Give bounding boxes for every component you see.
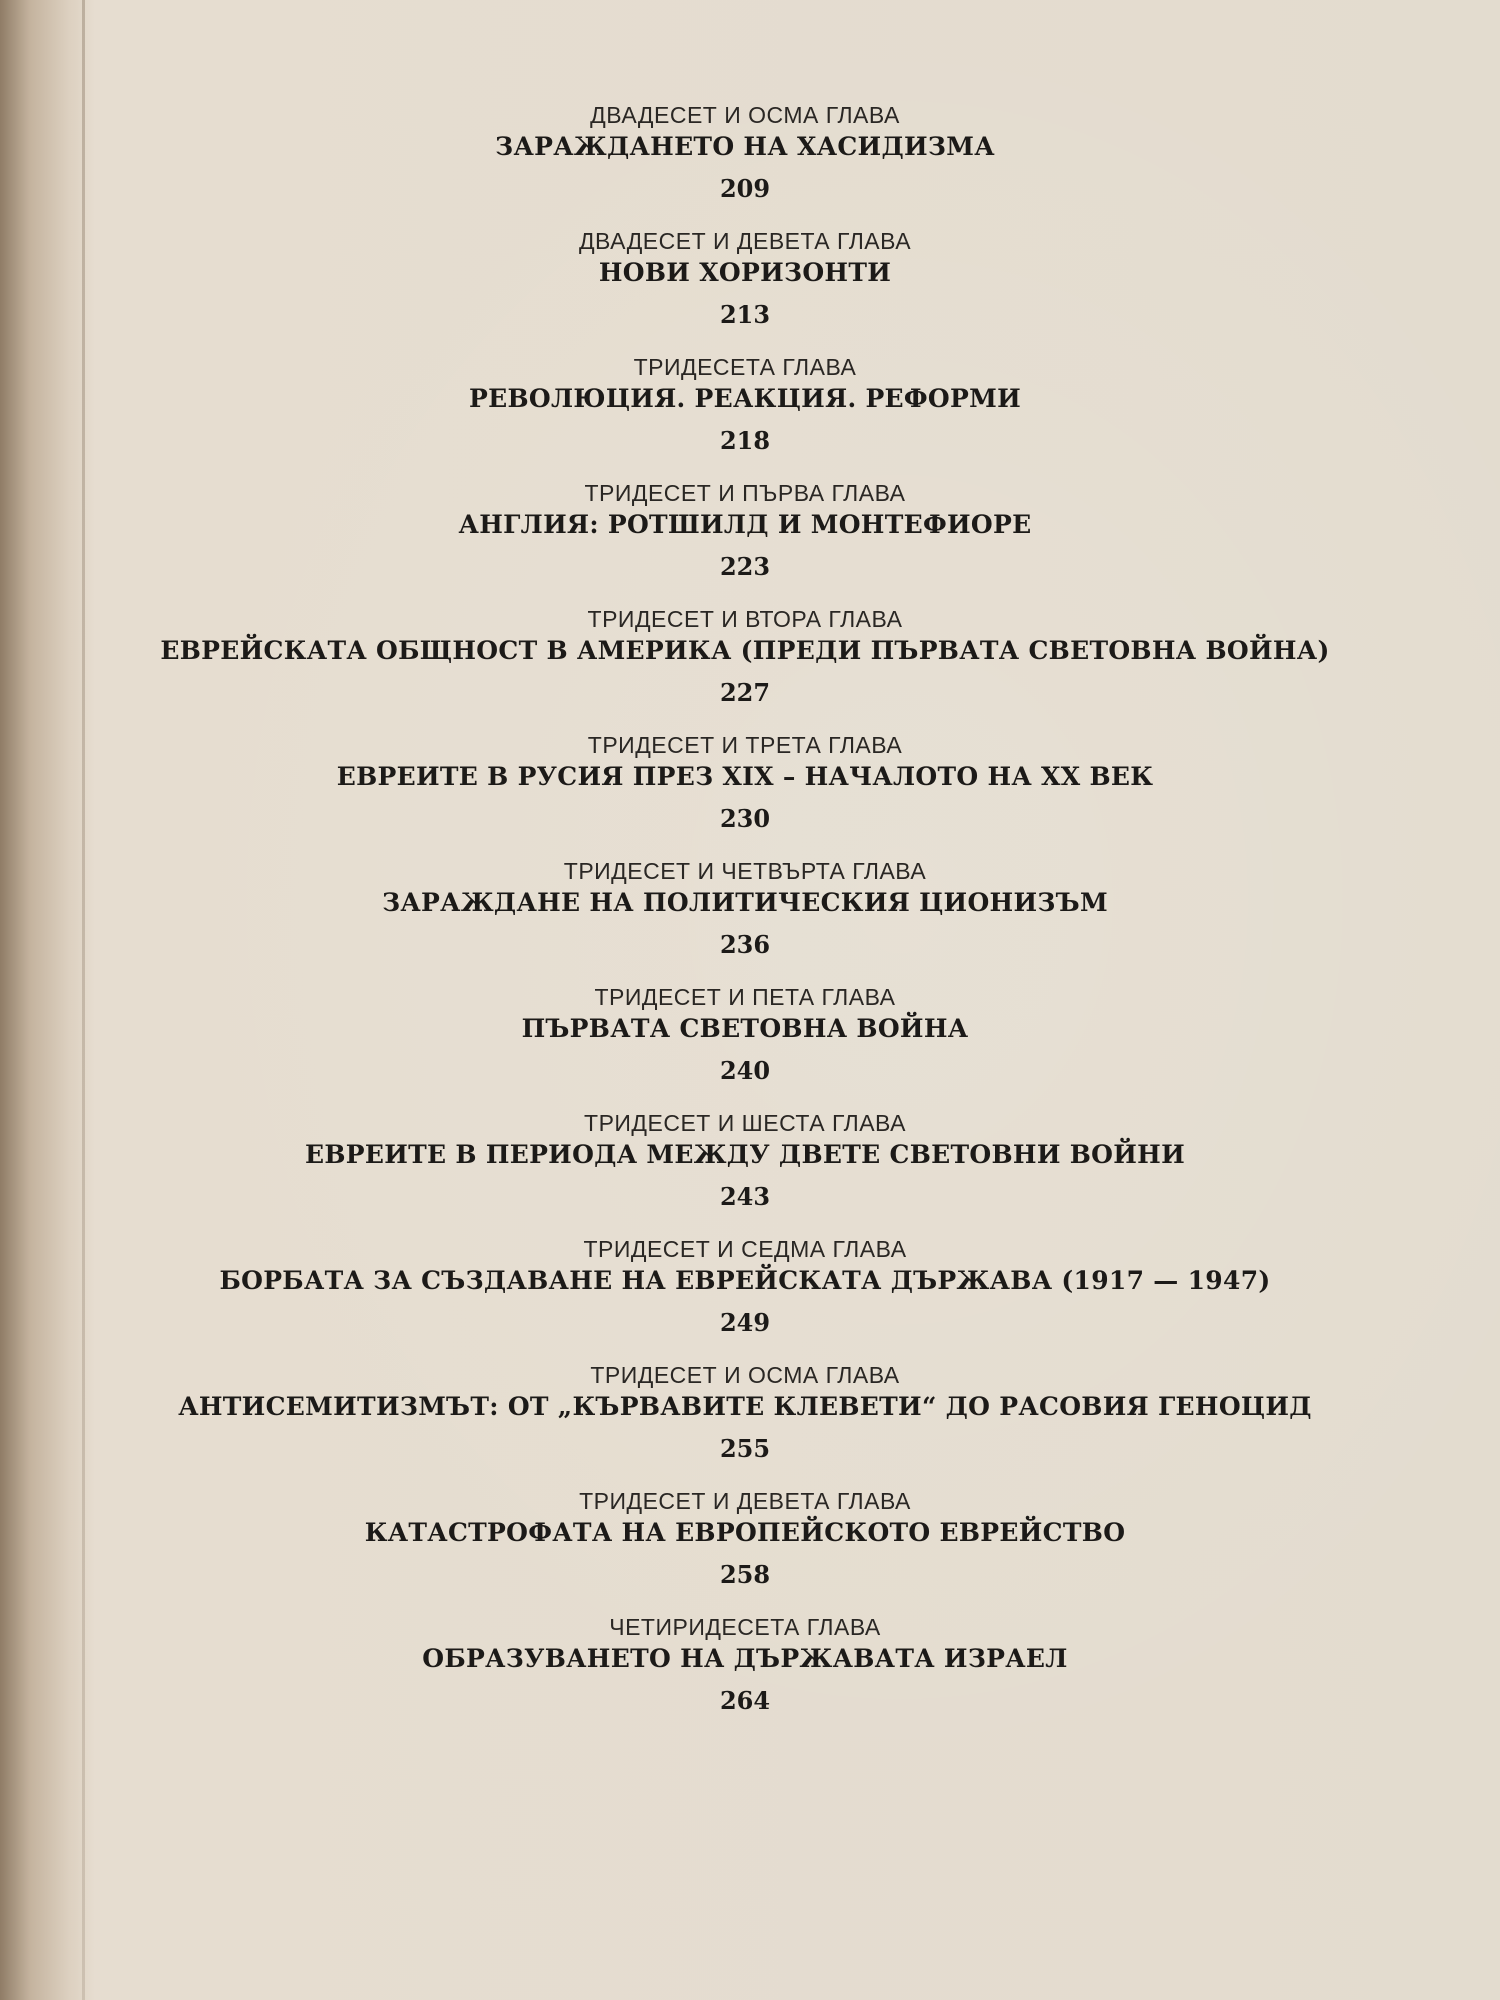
gutter-line: [82, 0, 85, 2000]
chapter-title: НОВИ ХОРИЗОНТИ: [598, 258, 892, 287]
toc-entry: [140, 1360, 1350, 1486]
chapter-ordinal: ДВАДЕСЕТ И ОСМА ГЛАВА: [590, 102, 900, 128]
chapter-ordinal: ТРИДЕСЕТ И ШЕСТА ГЛАВА: [584, 1110, 906, 1136]
toc-entry: [140, 856, 1350, 982]
toc-entry: [140, 604, 1350, 730]
chapter-page-number: 213: [719, 300, 771, 329]
chapter-page-number: 236: [719, 930, 771, 959]
book-spine-shadow: [0, 0, 95, 2000]
chapter-title: ПЪРВАТА СВЕТОВНА ВОЙНА: [521, 1014, 969, 1043]
chapter-ordinal: ТРИДЕСЕТ И ПЪРВА ГЛАВА: [584, 480, 906, 506]
toc-entry: [140, 226, 1350, 352]
chapter-title: БОРБАТА ЗА СЪЗДАВАНЕ НА ЕВРЕЙСКАТА ДЪРЖАВА (1917 — 1947): [219, 1266, 1271, 1295]
chapter-ordinal: ТРИДЕСЕТА ГЛАВА: [633, 354, 857, 380]
toc-entry: [140, 352, 1350, 478]
chapter-page-number: 264: [719, 1686, 771, 1715]
toc-entry: [140, 100, 1350, 226]
chapter-ordinal: ТРИДЕСЕТ И СЕДМА ГЛАВА: [583, 1236, 907, 1262]
chapter-page-number: 249: [719, 1308, 771, 1337]
chapter-page-number: 227: [719, 678, 771, 707]
chapter-page-number: 255: [719, 1434, 771, 1463]
chapter-title: ЕВРЕЙСКАТА ОБЩНОСТ В АМЕРИКА (ПРЕДИ ПЪРВАТА СВЕТОВНА ВОЙНА): [160, 636, 1330, 665]
toc-entry: [140, 982, 1350, 1108]
chapter-page-number: 223: [719, 552, 771, 581]
chapter-ordinal: ТРИДЕСЕТ И ТРЕТА ГЛАВА: [587, 732, 903, 758]
toc-entry: [140, 1612, 1350, 1738]
table-of-contents: [140, 100, 1350, 1738]
toc-entry: [140, 1108, 1350, 1234]
chapter-ordinal: ДВАДЕСЕТ И ДЕВЕТА ГЛАВА: [578, 228, 912, 254]
chapter-ordinal: ТРИДЕСЕТ И ВТОРА ГЛАВА: [587, 606, 903, 632]
chapter-page-number: 243: [719, 1182, 771, 1211]
chapter-page-number: 209: [719, 174, 771, 203]
chapter-title: ЗАРАЖДАНЕТО НА ХАСИДИЗМА: [495, 132, 995, 161]
chapter-page-number: 230: [719, 804, 771, 833]
chapter-ordinal: ТРИДЕСЕТ И ПЕТА ГЛАВА: [594, 984, 896, 1010]
chapter-title: ЕВРЕИТЕ В РУСИЯ ПРЕЗ XIX – НАЧАЛОТО НА XX ВЕК: [336, 762, 1154, 791]
chapter-ordinal: ТРИДЕСЕТ И ДЕВЕТА ГЛАВА: [579, 1488, 911, 1514]
chapter-ordinal: ТРИДЕСЕТ И ЧЕТВЪРТА ГЛАВА: [563, 858, 927, 884]
chapter-title: РЕВОЛЮЦИЯ. РЕАКЦИЯ. РЕФОРМИ: [468, 384, 1021, 413]
chapter-title: АНГЛИЯ: РОТШИЛД И МОНТЕФИОРЕ: [458, 510, 1032, 539]
chapter-title: ЗАРАЖДАНЕ НА ПОЛИТИЧЕСКИЯ ЦИОНИЗЪМ: [382, 888, 1108, 917]
chapter-page-number: 218: [719, 426, 771, 455]
chapter-ordinal: ЧЕТИРИДЕСЕТА ГЛАВА: [609, 1614, 881, 1640]
toc-entry: [140, 730, 1350, 856]
chapter-ordinal: ТРИДЕСЕТ И ОСМА ГЛАВА: [590, 1362, 900, 1388]
chapter-title: КАТАСТРОФАТА НА ЕВРОПЕЙСКОТО ЕВРЕЙСТВО: [364, 1518, 1126, 1547]
chapter-page-number: 240: [719, 1056, 771, 1085]
toc-entry: [140, 478, 1350, 604]
chapter-title: ОБРАЗУВАНЕТО НА ДЪРЖАВАТА ИЗРАЕЛ: [422, 1644, 1068, 1673]
toc-entry: [140, 1234, 1350, 1360]
chapter-title: ЕВРЕИТЕ В ПЕРИОДА МЕЖДУ ДВЕТЕ СВЕТОВНИ ВОЙНИ: [304, 1140, 1186, 1169]
toc-entry: [140, 1486, 1350, 1612]
chapter-page-number: 258: [719, 1560, 771, 1589]
chapter-title: АНТИСЕМИТИЗМЪТ: ОТ „КЪРВАВИТЕ КЛЕВЕТИ“ ДО РАСОВИЯ ГЕНОЦИД: [178, 1392, 1312, 1421]
